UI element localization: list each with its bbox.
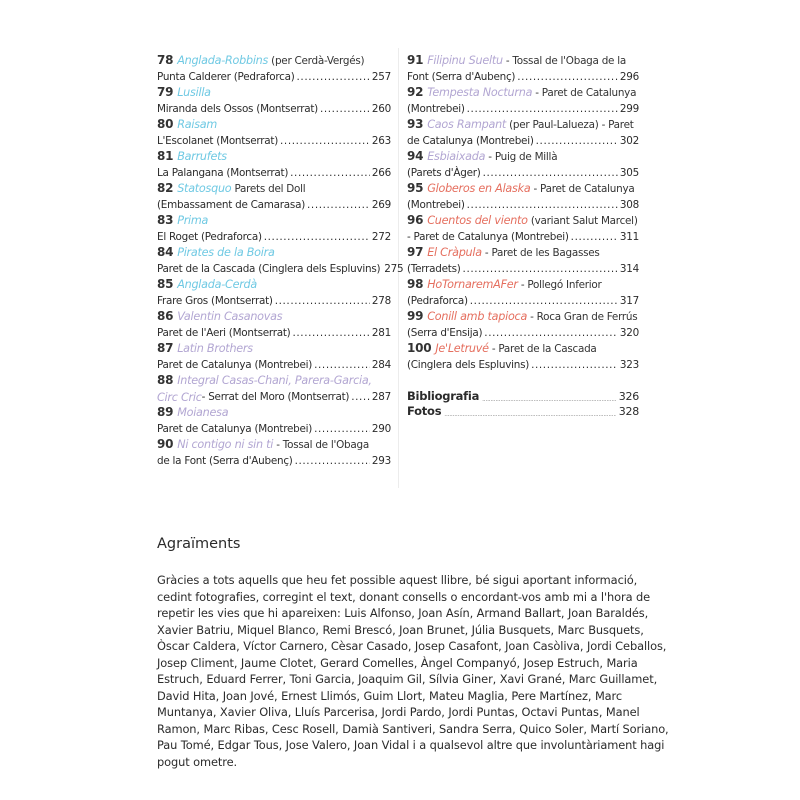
page-number: 323 xyxy=(619,358,639,371)
leader-dots xyxy=(444,410,615,419)
route-number: 78 xyxy=(157,53,174,67)
leader-dots xyxy=(293,326,370,342)
toc-entry[interactable] xyxy=(157,85,391,117)
route-number: 93 xyxy=(407,117,424,131)
route-title: Pirates de la Boira xyxy=(177,246,275,259)
location-line xyxy=(407,358,639,374)
toc-right-column xyxy=(407,53,639,419)
leader-dots xyxy=(307,198,370,214)
toc-entry[interactable] xyxy=(157,149,391,181)
route-location: - Roca Gran de Ferrús xyxy=(527,311,638,323)
page-number: 302 xyxy=(619,134,639,147)
toc-entry[interactable] xyxy=(157,213,391,245)
toc-entry[interactable] xyxy=(157,437,391,469)
location-line xyxy=(157,70,391,86)
leader-dots xyxy=(314,422,370,438)
toc-entry[interactable] xyxy=(157,53,391,85)
leader-dots xyxy=(531,358,618,374)
acknowledgements-line: repetir les vies que hi apareixen: Luis Alfonso, Joan Asín, Armand Ballart, Joan Baraldés, xyxy=(157,606,649,620)
location-line xyxy=(157,422,391,438)
toc-entry[interactable] xyxy=(157,341,391,373)
location-line xyxy=(407,262,639,278)
route-title-continued: Circ Cric xyxy=(157,390,202,404)
location-text: (Montrebei) xyxy=(407,198,465,211)
route-number: 88 xyxy=(157,373,174,387)
location-line xyxy=(157,102,391,118)
entry-heading xyxy=(157,53,391,70)
route-number: 83 xyxy=(157,213,174,227)
acknowledgements-line: Xavier Batriu, Miquel Blanco, Remi Brescó, Joan Brunet, Júlia Busquets, Marc Busquets, xyxy=(157,622,644,637)
location-text: de la Font (Serra d'Aubenç) xyxy=(157,454,293,467)
entry-heading xyxy=(157,277,391,294)
acknowledgements-line: Josep Climent, Jaume Clotet, Gerard Comelles, Àngel Companyó, Josep Estruch, Maria xyxy=(157,655,638,670)
location-text: (Montrebei) xyxy=(407,102,465,115)
location-text: Frare Gros (Montserrat) xyxy=(157,294,273,307)
leader-dots xyxy=(314,358,370,374)
entry-heading xyxy=(407,181,639,198)
toc-entry[interactable] xyxy=(157,373,391,405)
toc-entry[interactable] xyxy=(407,117,639,149)
route-number: 96 xyxy=(407,213,424,227)
page-number: 284 xyxy=(371,358,391,371)
entry-heading xyxy=(157,149,391,166)
route-location: - Puig de Millà xyxy=(485,151,558,163)
page-number: 281 xyxy=(371,326,391,339)
entry-heading xyxy=(407,245,639,262)
location-text: Paret de Catalunya (Montrebei) xyxy=(157,422,313,435)
route-number: 84 xyxy=(157,245,174,259)
location-line xyxy=(157,262,404,278)
entry-heading xyxy=(157,309,391,326)
leader-dots xyxy=(467,198,618,214)
location-text: Paret de Catalunya (Montrebei) xyxy=(157,358,313,371)
route-number: 87 xyxy=(157,341,174,355)
route-number: 90 xyxy=(157,437,174,451)
toc-entry[interactable] xyxy=(407,341,639,373)
route-title: HoTornaremAFer xyxy=(427,278,518,291)
toc-entry[interactable] xyxy=(157,405,391,437)
page-number: 317 xyxy=(619,294,639,307)
toc-entry[interactable] xyxy=(407,309,639,341)
route-title: Valentin Casanovas xyxy=(177,310,283,323)
route-title: Integral Casas-Chani, Parera-Garcia, xyxy=(177,374,372,387)
location-text: - Serrat del Moro (Montserrat) xyxy=(201,390,350,403)
leader-dots xyxy=(280,134,370,150)
location-text: - Paret de Catalunya (Montrebei) xyxy=(407,230,569,243)
route-title: Latin Brothers xyxy=(177,342,253,355)
location-text: Paret de l'Aeri (Montserrat) xyxy=(157,326,291,339)
location-text: (Terradets) xyxy=(407,262,461,275)
route-number: 97 xyxy=(407,245,424,259)
entry-heading xyxy=(157,341,391,358)
route-location: (per Paul-Lalueza) - Paret xyxy=(506,119,634,131)
location-text: Paret de la Cascada (Cinglera dels Espluvins) xyxy=(157,262,381,275)
page-number: 308 xyxy=(619,198,639,211)
leader-dots xyxy=(470,294,618,310)
location-line xyxy=(157,454,391,470)
acknowledgements-line: Muntanya, Xavier Oliva, Lluís Parcerisa, Jordi Pardo, Jordi Puntas, Octavi Puntas, Manel xyxy=(157,705,640,719)
entry-heading xyxy=(407,53,639,70)
leader-dots xyxy=(536,134,618,150)
route-location: Parets del Doll xyxy=(231,183,306,195)
leader-dots xyxy=(264,230,370,246)
leader-dots xyxy=(351,390,370,406)
route-location: (variant Salut Marcel) xyxy=(527,215,638,227)
route-title: Anglada-Cerdà xyxy=(177,278,258,291)
route-number: 94 xyxy=(407,149,424,163)
page-number: 299 xyxy=(619,102,639,115)
location-text: Miranda dels Ossos (Montserrat) xyxy=(157,102,318,115)
page-number: 290 xyxy=(371,422,391,435)
toc-fotos[interactable] xyxy=(407,404,639,419)
toc-entry[interactable] xyxy=(157,309,391,341)
location-text: Font (Serra d'Aubenç) xyxy=(407,70,516,83)
route-number: 89 xyxy=(157,405,174,419)
location-line xyxy=(157,230,391,246)
route-location: - Tossal de l'Obaga de la xyxy=(502,55,626,67)
toc-entry[interactable] xyxy=(407,149,639,181)
toc-entry[interactable] xyxy=(407,245,639,277)
route-title: Barrufets xyxy=(177,150,227,163)
location-text: (Parets d'Àger) xyxy=(407,166,481,179)
leader-dots xyxy=(295,454,370,470)
back-label: Fotos xyxy=(407,404,442,418)
route-title: Caos Rampant xyxy=(427,118,507,131)
entry-heading xyxy=(157,181,391,198)
route-number: 92 xyxy=(407,85,424,99)
leader-dots xyxy=(482,395,616,404)
entry-heading xyxy=(407,277,639,294)
route-location: - Pollegó Inferior xyxy=(517,279,602,291)
page-number: 305 xyxy=(619,166,639,179)
entry-heading xyxy=(157,437,391,454)
route-number: 91 xyxy=(407,53,424,67)
location-line xyxy=(407,102,639,118)
route-location: - Tossal de l'Obaga xyxy=(273,439,369,451)
leader-dots xyxy=(467,102,618,118)
location-line xyxy=(407,230,639,246)
location-line xyxy=(407,326,639,342)
entry-heading xyxy=(407,309,639,326)
entry-heading xyxy=(157,405,391,422)
acknowledgements-heading: Agraïments xyxy=(157,536,241,552)
route-location: - Paret de les Bagasses xyxy=(481,247,600,259)
route-title: Conill amb tapioca xyxy=(427,310,528,323)
entry-heading xyxy=(157,213,391,230)
page-number: 314 xyxy=(619,262,639,275)
location-line xyxy=(407,70,639,86)
acknowledgements-line: Gràcies a tots aquells que heu fet possible aquest llibre, bé sigui aportant informació, xyxy=(157,573,638,587)
route-number: 81 xyxy=(157,149,174,163)
location-line xyxy=(157,166,391,182)
page-number: 272 xyxy=(371,230,391,243)
route-title: Filipinu Sueltu xyxy=(427,54,503,67)
leader-dots xyxy=(571,230,618,246)
toc-entry[interactable] xyxy=(407,85,639,117)
location-text: El Roget (Pedraforca) xyxy=(157,230,262,243)
acknowledgements-body xyxy=(157,572,669,770)
route-title: Globeros en Alaska xyxy=(427,182,531,195)
entry-heading xyxy=(157,117,391,134)
entry-heading xyxy=(157,245,391,262)
route-title: Moianesa xyxy=(177,406,229,419)
route-title: Statosquo xyxy=(177,182,232,195)
entry-heading xyxy=(407,117,639,134)
leader-dots xyxy=(290,166,370,182)
route-title: Prima xyxy=(177,214,209,227)
location-line xyxy=(157,134,391,150)
location-text: Punta Calderer (Pedraforca) xyxy=(157,70,295,83)
leader-dots xyxy=(275,294,370,310)
page-number: 328 xyxy=(618,405,639,418)
leader-dots xyxy=(517,70,618,86)
toc-entry[interactable] xyxy=(157,117,391,149)
route-number: 86 xyxy=(157,309,174,323)
location-text: de Catalunya (Montrebei) xyxy=(407,134,534,147)
page-number: 269 xyxy=(371,198,391,211)
location-line xyxy=(157,326,391,342)
entry-heading xyxy=(157,373,391,390)
entry-heading xyxy=(157,85,391,102)
location-text: La Palangana (Montserrat) xyxy=(157,166,289,179)
route-number: 80 xyxy=(157,117,174,131)
location-text: (Pedraforca) xyxy=(407,294,468,307)
route-title: Cuentos del viento xyxy=(427,214,528,227)
entry-heading xyxy=(407,149,639,166)
toc-left-column xyxy=(157,53,404,469)
acknowledgements-line: Pau Tomé, Edgar Tous, Jose Valero, Joan Vidal i a qualsevol altre que involuntàriament hagi xyxy=(157,738,665,752)
route-title: Tempesta Nocturna xyxy=(427,86,533,99)
leader-dots xyxy=(484,326,618,342)
location-line xyxy=(157,294,391,310)
route-title: Ni contigo ni sin ti xyxy=(177,438,274,451)
route-location: - Paret de la Cascada xyxy=(488,343,597,355)
route-title: Raisam xyxy=(177,118,218,131)
route-title: Esbiaixada xyxy=(427,150,486,163)
toc-entry[interactable] xyxy=(407,181,639,213)
location-line xyxy=(157,390,391,406)
route-number: 98 xyxy=(407,277,424,291)
route-location: - Paret de Catalunya xyxy=(530,183,635,195)
route-title: El Cràpula xyxy=(427,246,482,259)
location-line xyxy=(157,198,391,214)
page-number: 263 xyxy=(371,134,391,147)
acknowledgements-line: cedint fotografies, corregint el text, donant consells o encordant-vos amb mi a l'hora de xyxy=(157,589,651,604)
leader-dots xyxy=(483,166,618,182)
route-title: Anglada-Robbins xyxy=(177,54,269,67)
entry-heading xyxy=(407,341,639,358)
page-number: 278 xyxy=(371,294,391,307)
acknowledgements-line: Estruch, Eduard Ferrer, Toni Garcia, Joaquim Gil, Sílvia Giner, Xavi Grané, Marc Guillamet, xyxy=(157,672,658,686)
acknowledgements-line: Ramon, Marc Ribas, Cesc Rosell, Damià Santiveri, Sandra Serra, Quico Soler, Martí Soriano, xyxy=(157,721,669,736)
route-number: 85 xyxy=(157,277,174,291)
toc-entry[interactable] xyxy=(407,53,639,85)
route-number: 99 xyxy=(407,309,424,323)
toc-entry[interactable] xyxy=(407,213,639,245)
route-number: 82 xyxy=(157,181,174,195)
page-number: 326 xyxy=(618,390,639,403)
page-number: 266 xyxy=(371,166,391,179)
route-location: (per Cerdà-Vergés) xyxy=(268,55,365,67)
acknowledgements-line: Òscar Caldera, Víctor Carnero, Cèsar Casado, Josep Casafont, Joan Casòliva, Jordi Ceballos, xyxy=(157,639,667,653)
entry-heading xyxy=(407,213,639,230)
toc-entry[interactable] xyxy=(407,277,639,309)
route-number: 100 xyxy=(407,341,432,355)
location-text: L'Escolanet (Montserrat) xyxy=(157,134,279,147)
toc-entry[interactable] xyxy=(157,277,391,309)
location-text: (Serra d'Ensija) xyxy=(407,326,483,339)
page-number: 287 xyxy=(371,390,391,403)
toc-entry[interactable] xyxy=(157,245,404,277)
location-line xyxy=(157,358,391,374)
route-title: Lusilla xyxy=(177,86,211,99)
acknowledgements-line: pogut ometre. xyxy=(157,754,238,769)
location-text: (Embassament de Camarasa) xyxy=(157,198,306,211)
page-number: 311 xyxy=(619,230,639,243)
page-number: 296 xyxy=(619,70,639,83)
location-line xyxy=(407,166,639,182)
leader-dots xyxy=(463,262,618,278)
page-number: 257 xyxy=(371,70,391,83)
entry-heading xyxy=(407,85,639,102)
page-number: 293 xyxy=(371,454,391,467)
back-label: Bibliografia xyxy=(407,389,480,403)
route-number: 79 xyxy=(157,85,174,99)
toc-right-entries xyxy=(407,53,639,373)
route-number: 95 xyxy=(407,181,424,195)
toc-bibliografia[interactable] xyxy=(407,389,639,404)
back-matter xyxy=(407,389,639,419)
toc-entry[interactable] xyxy=(157,181,391,213)
page-number: 275 xyxy=(384,262,404,275)
leader-dots xyxy=(297,70,370,86)
page-number: 260 xyxy=(371,102,391,115)
page-number: 320 xyxy=(619,326,639,339)
location-line xyxy=(407,198,639,214)
location-text: (Cinglera dels Espluvins) xyxy=(407,358,530,371)
location-line xyxy=(407,134,639,150)
route-location: - Paret de Catalunya xyxy=(532,87,637,99)
location-line xyxy=(407,294,639,310)
acknowledgements-line: David Hita, Joan Jové, Ernest Llimós, Guim Llort, Mateu Maglia, Pere Martínez, Marc xyxy=(157,688,623,703)
leader-dots xyxy=(320,102,370,118)
route-title: Je'Letruvé xyxy=(435,342,489,355)
